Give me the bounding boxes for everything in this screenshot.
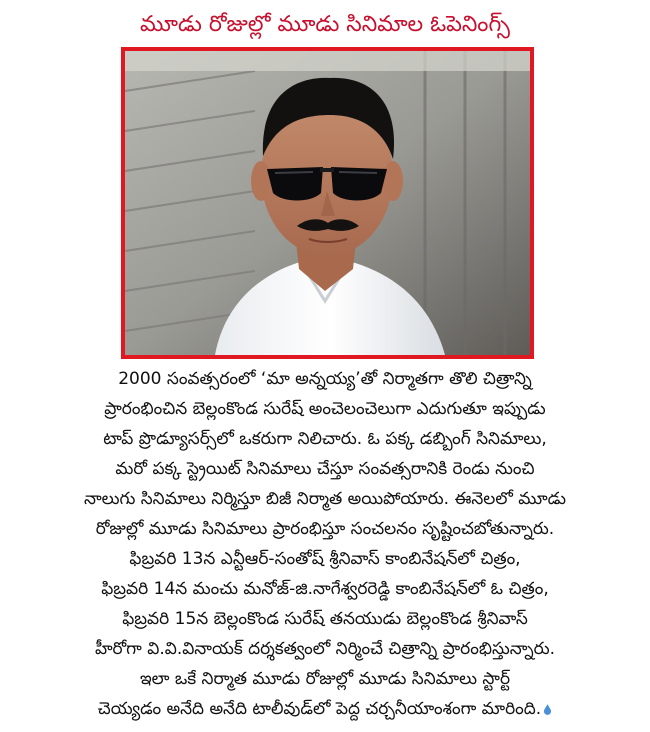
paragraph-line-last <box>6 694 644 724</box>
paragraph-line: నాలుగు సినిమాలు నిర్మిస్తూ బిజీ నిర్మాత అయిపోయారు. ఈనెలలో మూడు <box>83 489 567 509</box>
paragraph-line: టాప్ ప్రొడ్యూసర్స్‌లో ఒకరుగా నిలిచారు. ఓ పక్క డబ్బింగ్ సినిమాలు, <box>103 429 547 449</box>
paragraph-line: మరో పక్క స్ట్రెయిట్ సినిమాలు చేస్తూ సంవత్సరానికి రెండు నుంచి <box>115 459 535 479</box>
paragraph-line-text: చెయ్యడం అనేది అనేది టాలీవుడ్‌లో పెద్ద చర్చనీయాంశంగా మారింది. <box>97 699 542 719</box>
paragraph-line: ఫిబ్రవరి 13న ఎన్టీఆర్-సంతోష్ శ్రీనివాస్ కాంబినేషన్‌లో చిత్రం, <box>129 549 521 569</box>
article-headline: మూడు రోజుల్లో మూడు సినిమాల ఓపెనింగ్స్ <box>140 12 510 37</box>
photo-frame <box>121 47 534 359</box>
paragraph-line: రోజుల్లో మూడు సినిమాలు ప్రారంభిస్తూ సంచలనం సృష్టించబోతున్నారు. <box>95 519 555 539</box>
water-drop-icon <box>543 704 552 715</box>
paragraph-line: ఇలా ఒకే నిర్మాత మూడు రోజుల్లో మూడు సినిమాలు స్టార్ట్ <box>139 669 511 689</box>
paragraph-line: ప్రారంభించిన బెల్లంకొండ సురేష్ అంచెలంచెలుగా ఎదుగుతూ ఇప్పుడు <box>104 399 546 419</box>
paragraph-line: ఫిబ్రవరి 14న మంచు మనోజ్-జి.నాగేశ్వరరెడ్డి కాంబినేషన్‌లో ఓ చిత్రం, <box>101 579 549 599</box>
paragraph-line: హీరోగా వి.వి.వినాయక్ దర్శకత్వంలో నిర్మించే చిత్రాన్ని ప్రారంభిస్తున్నారు. <box>94 639 556 659</box>
paragraph-line: 2000 సంవత్సరంలో ‘మా అన్నయ్య’తో నిర్మాతగా తొలి చిత్రాన్ని <box>118 369 532 389</box>
producer-photo <box>125 51 530 355</box>
paragraph-line: ఫిబ్రవరి 15న బెల్లంకొండ సురేష్ తనయుడు బెల్లంకొండ శ్రీనివాస్ <box>122 609 528 629</box>
article-body <box>6 364 644 724</box>
